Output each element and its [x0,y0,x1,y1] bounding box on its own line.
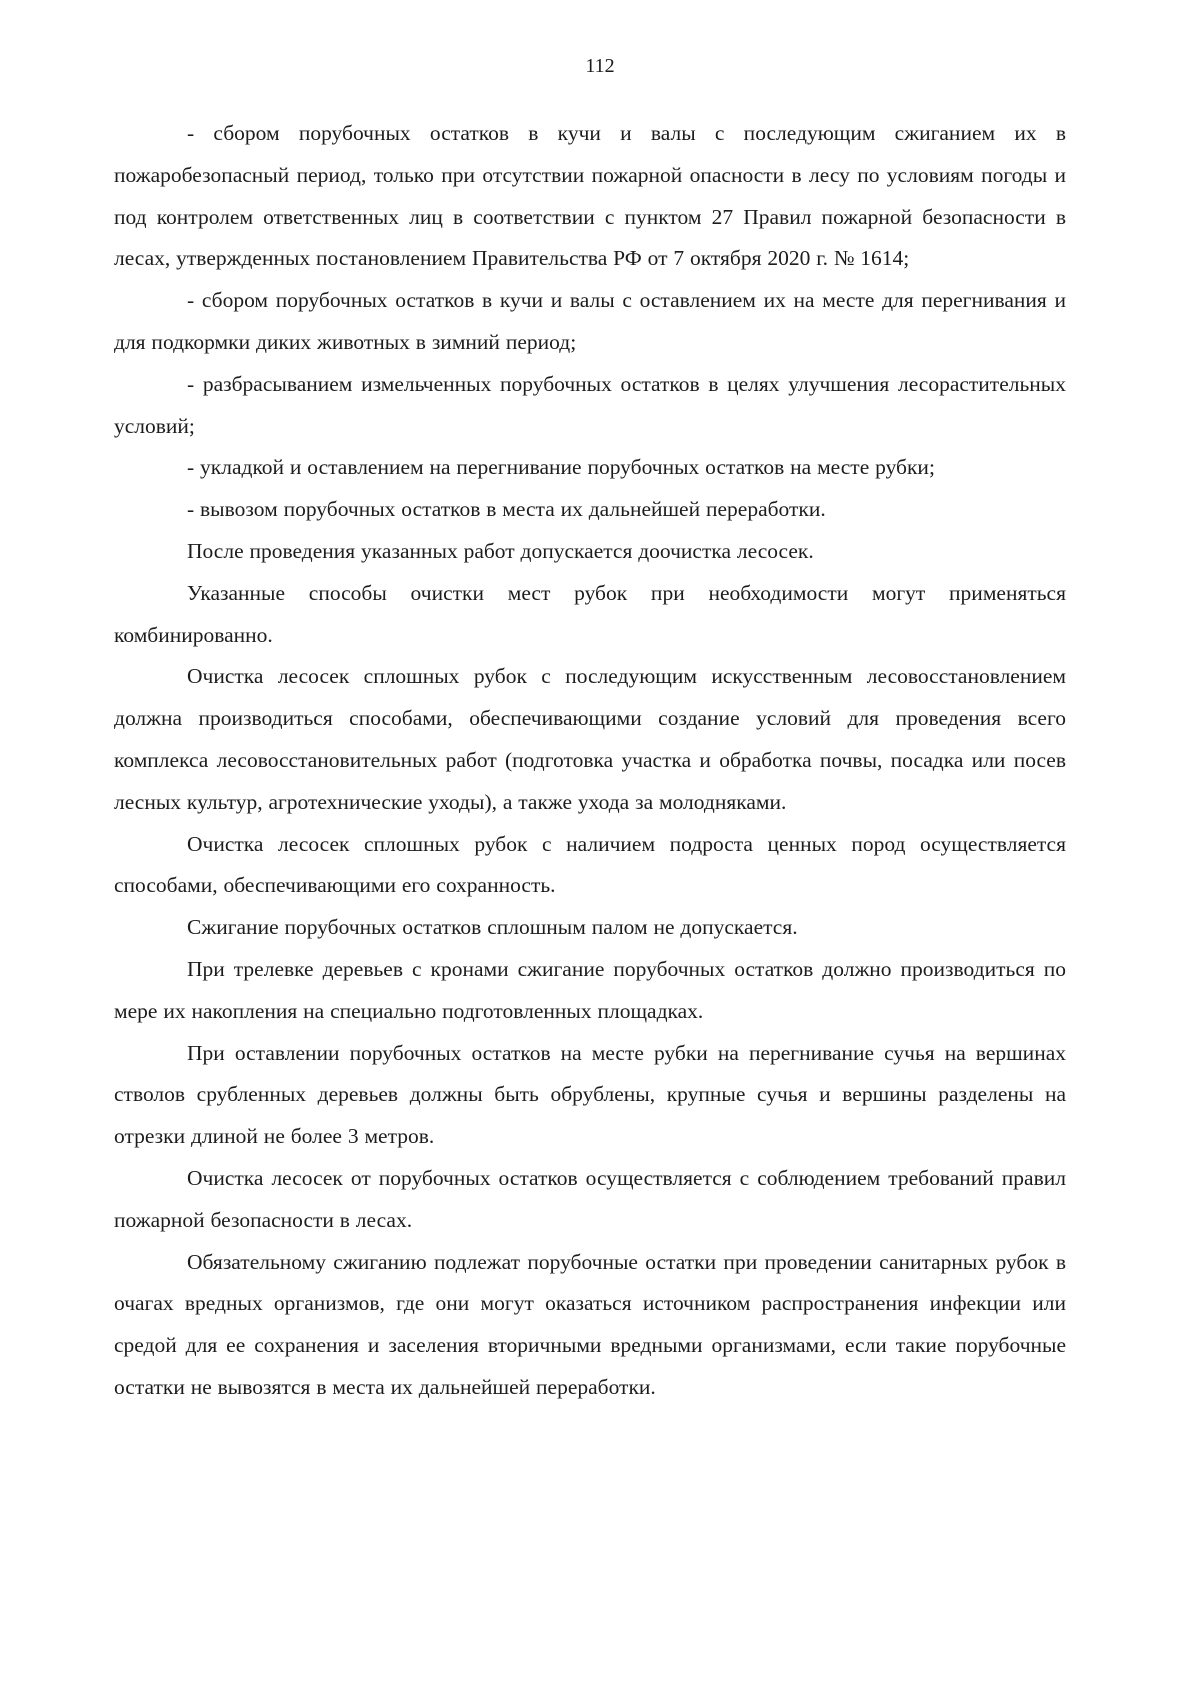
paragraph-fire-safety: Очистка лесосек от порубочных остатков осуществляется с соблюдением требований правил пожарной безопасности в лесах. [114,1165,1066,1232]
paragraph-no-continuous-burning: Сжигание порубочных остатков сплошным палом не допускается. [187,915,798,940]
paragraph-list-item-removal: - вывозом порубочных остатков в места их дальнейшей переработки. [187,497,826,522]
paragraph-mandatory-burning: Обязательному сжиганию подлежат порубочные остатки при проведении санитарных рубок в очагах вредных организмов, где они могут оказаться источником распространения инфекции или средой для ее сохранения и заселения вторичными вредными организмами, если такие порубочные остатки не вывозятся в места их дальнейшей переработки. [114,1249,1066,1399]
paragraph-list-item-scattering: - разбрасыванием измельченных порубочных остатков в целях улучшения лесорастительных условий; [114,371,1066,438]
paragraph-list-item-burning: - сбором порубочных остатков в кучи и валы с последующим сжиганием их в пожаробезопасный период, только при отсутствии пожарной опасности в лесу по условиям погоды и под контролем ответственных лиц в соответствии с пунктом 27 Правил пожарной безопасности в лесах, утвержденных постановлением Правительства РФ от 7 октября 2020 г. № 1614; [114,121,1066,271]
document-body [114,113,1066,1409]
paragraph-clear-cut-reforestation: Очистка лесосек сплошных рубок с последующим искусственным лесовосстановлением должна производиться способами, обеспечивающими создание условий для проведения всего комплекса лесовосстановительных работ (подготовка участка и обработка почвы, посадка или посев лесных культур, агротехнические уходы), а также ухода за молодняками. [114,664,1066,814]
paragraph-branch-cutting: При оставлении порубочных остатков на месте рубки на перегнивание сучья на вершинах стволов срубленных деревьев должны быть обрублены, крупные сучья и вершины разделены на отрезки длиной не более 3 метров. [114,1040,1066,1149]
paragraph-clear-cut-undergrowth: Очистка лесосек сплошных рубок с наличием подроста ценных пород осуществляется способами, обеспечивающими его сохранность. [114,831,1066,898]
paragraph-skidding-burning: При трелевке деревьев с кронами сжигание порубочных остатков должно производиться по мере их накопления на специально подготовленных площадках. [114,956,1066,1023]
paragraph-additional-cleaning: После проведения указанных работ допускается доочистка лесосек. [187,538,814,563]
paragraph-list-item-rotting: - сбором порубочных остатков в кучи и валы с оставлением их на месте для перегнивания и для подкормки диких животных в зимний период; [114,288,1066,354]
page-number: 112 [585,55,615,77]
paragraph-combined-methods: Указанные способы очистки мест рубок при необходимости могут применяться комбинированно. [114,580,1066,647]
paragraph-list-item-laying: - укладкой и оставлением на перегнивание порубочных остатков на месте рубки; [187,455,935,480]
